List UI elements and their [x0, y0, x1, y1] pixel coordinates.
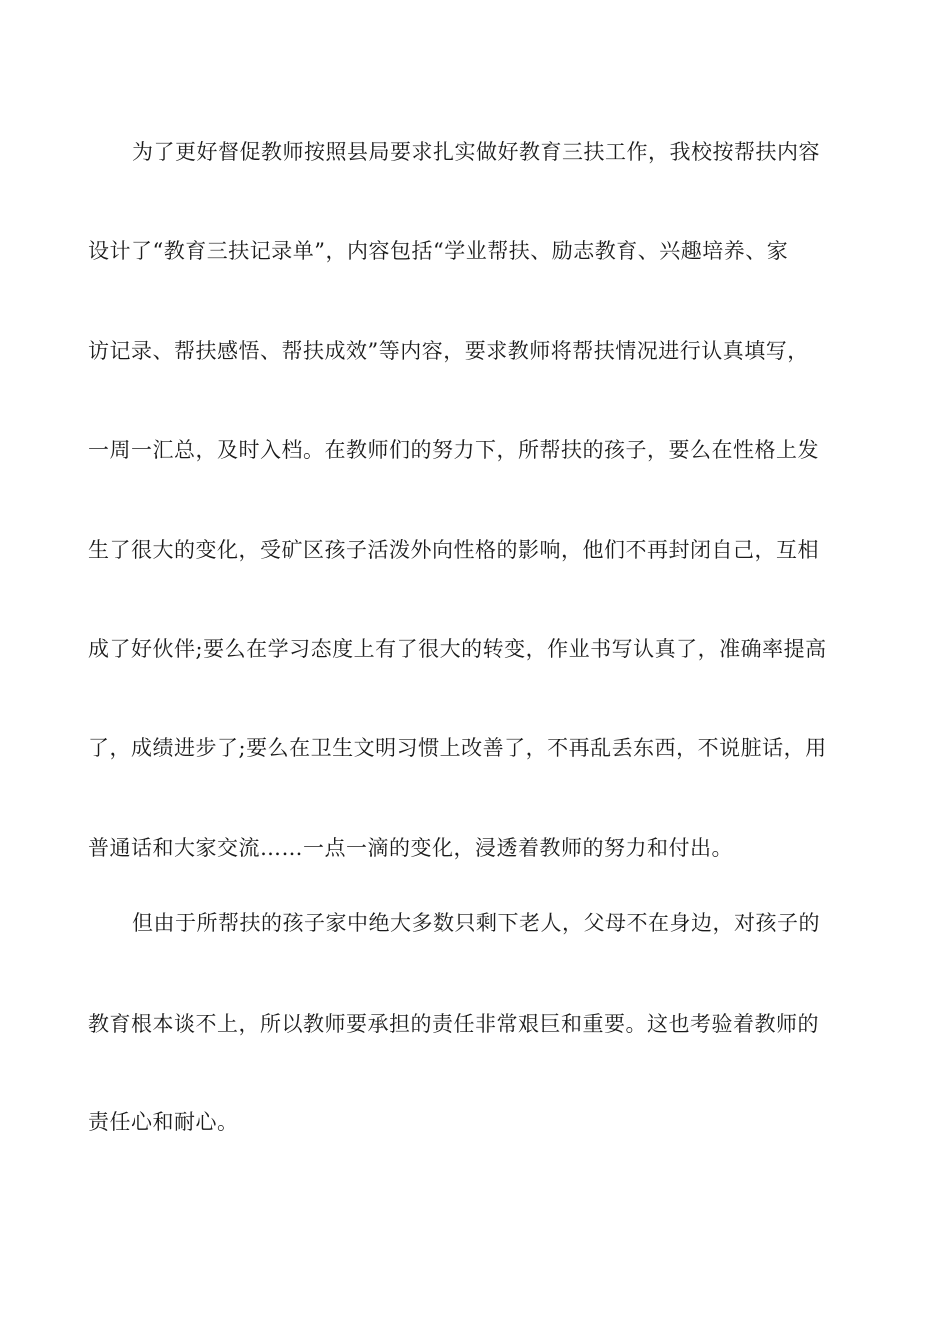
text-line: 设计了“教育三扶记录单”，内容包括“学业帮扶、励志教育、兴趣培养、家: [88, 239, 789, 263]
text-line: 为了更好督促教师按照县局要求扎实做好教育三扶工作，我校按帮扶内容: [132, 140, 820, 164]
text-line: 生了很大的变化，受矿区孩子活泼外向性格的影响，他们不再封闭自己，互相: [88, 538, 819, 562]
text-line: 教育根本谈不上，所以教师要承担的责任非常艰巨和重要。这也考验着教师的: [88, 1012, 819, 1036]
text-line: 成了好伙伴;要么在学习态度上有了很大的转变，作业书写认真了，准确率提高: [88, 637, 827, 661]
text-line: 一周一汇总，及时入档。在教师们的努力下，所帮扶的孩子，要么在性格上发: [88, 438, 819, 462]
text-line: 但由于所帮扶的孩子家中绝大多数只剩下老人，父母不在身边，对孩子的: [132, 911, 820, 935]
text-line: 普通话和大家交流……一点一滴的变化，浸透着教师的努力和付出。: [88, 836, 733, 860]
text-line: 了，成绩进步了;要么在卫生文明习惯上改善了，不再乱丢东西，不说脏话，用: [88, 736, 827, 760]
text-line: 责任心和耐心。: [88, 1110, 239, 1134]
text-line: 访记录、帮扶感悟、帮扶成效”等内容，要求教师将帮扶情况进行认真填写，: [88, 339, 809, 363]
